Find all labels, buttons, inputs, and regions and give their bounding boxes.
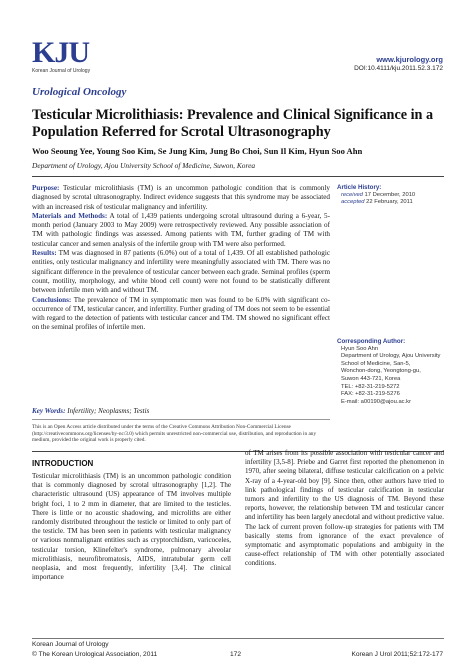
keywords-label: Key Words: (32, 407, 66, 415)
accepted-date: 22 February, 2011 (366, 199, 413, 206)
doi: DOI:10.4111/kju.2011.52.3.172 (354, 65, 443, 72)
abstract-conclusions (32, 296, 330, 333)
results-text: TM was diagnosed in 87 patients (6.0%) out of a total of 1,439. Of all established pathologic entities, only testicular malignancy and infertility were meaningfully associated with TM. There was no significant difference in the prevalence of testicular cancer between each grade. Seminal profiles (sperm count, motility, morphology, and white blood cell count) were not found to be statistically different between infertile men with and without TM. (32, 249, 330, 295)
corresponding-address-3: Wonchon-dong, Yeongtong-gu, (341, 368, 421, 375)
methods-label: Materials and Methods: (32, 211, 108, 220)
purpose-text: Testicular microlithiasis (TM) is an uncommon pathologic condition that is commonly diagnosed by scrotal ultrasonography. Indirect evidence suggests that this syndrome may be associated with an increased risk of testicular malignancy and infertility. (32, 184, 331, 211)
corresponding-address-2: School of Medicine, San-5, (341, 360, 411, 367)
license-divider (32, 419, 330, 420)
article-history-heading: Article History: (337, 184, 382, 191)
intro-column-right: of TM arises from its possible association with testicular cancer and infertility [3,5-8]. Priebe and Garret first reported the phenomenon in 1970, after seeing bilateral, diffuse testicular calcification on a pelvic X-ray of a 4-year-old boy [9]. Since then, other authors have tried to link pathological findings of testicular calcification in testicular tumors and infertility to the US diagnosis of TM. Beyond these reports, however, the relationship between TM and testicular cancer and infertility has been largely anecdotal and without predictive value. The lack of current proven follow-up strategies for patients with TM basically stems from ignorance of the exact prevalence of symptomatic and asymptomatic populations and ambiguity in the cause-effect relationship of TM with other potentially associated conditions. (245, 449, 444, 568)
section-label: Urological Oncology (32, 86, 127, 98)
abstract-purpose (32, 184, 330, 212)
corresponding-details (337, 346, 449, 407)
keywords-text: Infertility; Neoplasms; Testis (67, 407, 150, 415)
corresponding-fax: FAX: +82-31-219-5276 (341, 391, 400, 398)
corresponding-address-1: Department of Urology, Ajou University (341, 353, 441, 360)
footer-citation: Korean J Urol 2011;52:172-177 (351, 651, 443, 658)
conclusions-label: Conclusions: (32, 295, 72, 304)
abstract-results (32, 249, 330, 295)
methods-text: A total of 1,439 patients undergoing scrotal ultrasound during a 6-year, 5-month period (January 2003 to May 2009) were retrospectively reviewed. Any possible association of TM with pathologic findings was assessed. Among patients with TM, further grading of TM with testicular cancer and semen analysis of the infertile group with TM were also performed. (32, 211, 330, 248)
corresponding-author (337, 338, 449, 406)
received-date: 17 December, 2010 (364, 191, 416, 198)
accepted-row (337, 199, 449, 207)
corresponding-heading: Corresponding Author: (337, 338, 406, 345)
purpose-label: Purpose: (32, 184, 60, 192)
footer-copyright: © The Korean Urological Association, 2011 (32, 651, 158, 658)
received-row (337, 192, 449, 200)
journal-logo-subtitle: Korean Journal of Urology (32, 68, 91, 74)
article-history (337, 184, 449, 207)
corresponding-name: Hyun Soo Ahn (341, 345, 379, 352)
author-list: Woo Seoung Yee, Young Soo Kim, Se Jung Kim, Jung Bo Choi, Sun Il Kim, Hyun Soo Ahn (32, 146, 363, 156)
license-notice: This is an Open Access article distributed under the terms of the Creative Commons Attribution Non-Commercial License (http://creativecommons.org/licenses/by-nc/3.0) which permits unrestricted non-commercial use, distribution, and reproduction in any medium, provided the original work is properly cited. (32, 424, 317, 444)
corresponding-email[interactable]: E-mail: a00190@ajou.ac.kr (341, 398, 412, 405)
journal-logo: KJU (32, 36, 89, 69)
page-number: 172 (230, 651, 242, 658)
results-label: Results: (32, 249, 57, 258)
corresponding-address-4: Suwon 443-721, Korea (341, 375, 401, 382)
intro-column-left: Testicular microlithiasis (TM) is an uncommon pathologic condition that is commonly diagnosed by scrotal ultrasonography [1,2]. The characteristic ultrasound (US) appearance of TM involves multiple bright foci, 1 to 2 mm in diameter, that are limited to the testicles. There is little or no acoustic shadowing, and microliths are either randomly distributed throughout the testicle or limited to only part of the testicle. TM has been seen in patients with testicular malignancy or various nonmalignant entities such as cryptorchidism, varicoceles, testicular torsion, Klinefelter's syndrome, pulmonary alveolar microlithiasis, neurofibromatosis, AIDS, intratubular germ cell neoplasia, and most frequently, infertility [3,4]. The clinical importance (32, 472, 231, 582)
top-divider (32, 176, 444, 177)
corresponding-tel: TEL: +82-31-219-5272 (341, 383, 400, 390)
introduction-heading: INTRODUCTION (32, 459, 94, 468)
footer-journal: Korean Journal of Urology (32, 641, 109, 648)
accepted-label: accepted (341, 199, 365, 206)
keywords (32, 407, 330, 415)
article-title: Testicular Microlithiasis: Prevalence and Clinical Significance in a Population Referred for Scrotal Ultrasonography (32, 107, 434, 140)
affiliation: Department of Urology, Ajou University School of Medicine, Suwon, Korea (32, 161, 256, 170)
abstract (32, 184, 330, 333)
footer-divider (32, 638, 444, 639)
received-label: received (341, 191, 363, 198)
journal-website-link[interactable]: www.kjurology.org (376, 55, 443, 64)
abstract-methods (32, 212, 330, 249)
conclusions-text: The prevalence of TM in symptomatic men was found to be 6.0% with significant co-occurrence of TM, testicular cancer, and infertility. Further grading of TM does not seem to be essential with regard to the detection of patients with testicular cancer and TM. TM showed no significant effect on the seminal profiles of infertile men. (32, 295, 330, 332)
